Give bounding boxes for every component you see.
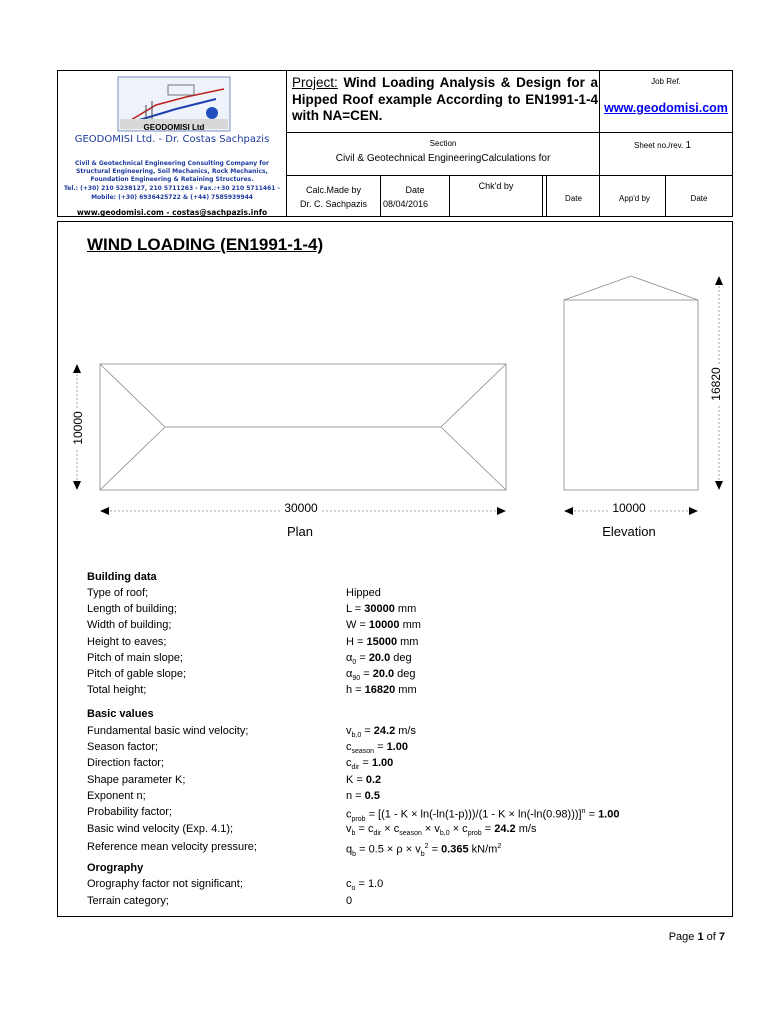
- chkd-label: Chk'd by: [478, 181, 514, 191]
- building-data-row-label: Height to eaves;: [87, 635, 167, 648]
- header-block: [57, 70, 733, 217]
- job-ref-label: Job Ref.: [651, 77, 681, 86]
- basic-values-row-value: K = 0.2: [346, 773, 382, 786]
- building-data-row-value: $\alpha_{90} = 20.0$ deg: [346, 668, 416, 683]
- basic-values-row-value: $c_{season} = 1.00$: [346, 741, 409, 756]
- basic-values-row-label: Fundamental basic wind velocity;: [87, 725, 249, 737]
- vb-val: 24.2: [494, 823, 516, 835]
- company-desc-2: Structural Engineering, Soil Mechanics, Rock Mechanics,: [76, 168, 268, 175]
- building-data-row-label: Length of building;: [87, 603, 177, 616]
- building-data-row-value: L = 30000 mm: [346, 603, 417, 616]
- vb-formula: $v_b = c_{dir} \times c_{season} \times v_{b,0} \times c_{prob} = 24.2$ m/s: [346, 823, 537, 838]
- date2-label: Date: [565, 194, 582, 203]
- page-title: WIND LOADING (EN1991-1-4): [87, 235, 324, 254]
- prob-expr: = [(1 - K × ln(-ln(1-p)))/(1 - K × ln(-ln(0.98)))]: [368, 808, 582, 821]
- orography-row-value: $c_o = 1.0$: [346, 878, 384, 893]
- qb-unit: kN/m: [468, 843, 498, 856]
- company-name: GEODOMISI Ltd. - Dr. Costas Sachpazis: [74, 134, 270, 145]
- orography-row-label: Orography factor not significant;: [87, 878, 243, 890]
- sheet-value: 1: [685, 140, 692, 151]
- company-desc-4: Tel.: (+30) 210 5238127, 210 5711263 - Fax.:+30 210 5711461 -: [63, 185, 281, 192]
- basic-values-row-label: Season factor;: [87, 741, 158, 754]
- building-data-row-label: Pitch of main slope;: [87, 651, 183, 664]
- basic-values-row-label: Direction factor;: [87, 757, 165, 770]
- building-data-row-value: H = 15000 mm: [346, 635, 419, 648]
- prob-exp: n: [581, 808, 586, 815]
- page-num: 1: [697, 931, 704, 943]
- building-data-heading: Building data: [87, 571, 157, 583]
- basic-values-row-label: Exponent n;: [87, 789, 146, 802]
- orography-row-value: 0: [346, 894, 353, 907]
- vb-unit: m/s: [515, 823, 537, 835]
- job-ref-link[interactable]: www.geodomisi.com: [604, 101, 728, 115]
- project-text: Wind Loading Analysis & Design for a Hipped Roof example According to EN1991-1-4 with NA=CEN.: [292, 75, 598, 123]
- building-data-row-label: Total height;: [87, 684, 147, 697]
- date-label: Date: [405, 185, 425, 195]
- building-data-row-value: Hipped: [346, 587, 381, 599]
- page-footer: [669, 931, 725, 943]
- plan-width-dim: 10000: [71, 408, 85, 448]
- section-label: Section: [429, 139, 457, 148]
- page-prefix: Page: [668, 931, 698, 943]
- building-data-row-label: Width of building;: [87, 619, 172, 632]
- project-title: [292, 75, 598, 125]
- appd-label: App'd by: [619, 194, 650, 203]
- orography-heading: Orography: [87, 862, 144, 874]
- basic-values-heading: Basic values: [87, 708, 154, 720]
- orography-row-label: Terrain category;: [87, 894, 169, 907]
- company-desc-5: Mobile: (+30) 6936425722 & (+44) 7585939944: [91, 194, 253, 201]
- building-data-row-label: Pitch of gable slope;: [87, 668, 187, 680]
- building-data-row-value: $\alpha_0 = 20.0$ deg: [346, 651, 412, 666]
- qb-formula: $q_b = 0.5 \times \rho \times v_b^2 = 0.365$ $kN/m^2$: [346, 843, 502, 858]
- company-web: www.geodomisi.com - costas@sachpazis.info: [76, 208, 268, 217]
- page-total: 7: [718, 931, 725, 943]
- plan-label: Plan: [286, 524, 314, 539]
- elev-label: Elevation: [602, 524, 656, 539]
- building-data-row-value: W = 10000 mm: [346, 619, 421, 632]
- calc-made-label: Calc.Made by: [305, 185, 362, 195]
- basic-values-row-value: $c_{dir} = 1.00$: [346, 757, 394, 772]
- plan-length-dim: 30000: [281, 501, 321, 515]
- basic-values-row-value: $v_{b,0} = 24.2$ m/s: [346, 725, 416, 740]
- elev-width-dim: 10000: [609, 501, 649, 515]
- prob-label: Probability factor;: [87, 806, 172, 818]
- vb-label: Basic wind velocity (Exp. 4.1);: [87, 823, 234, 835]
- logo-text: GEODOMISI Ltd: [143, 123, 205, 132]
- building-data-row-value: h = 16820 mm: [346, 684, 417, 697]
- basic-values-row-value: n = 0.5: [346, 789, 380, 802]
- qb-label: Reference mean velocity pressure;: [87, 841, 257, 853]
- sheet-label: Sheet no./rev.: [634, 141, 684, 150]
- sheet-no: [634, 140, 691, 151]
- date-value: 08/04/2016: [383, 199, 429, 209]
- prob-formula: $c_{prob} = [(1 - K \times \ln(-\ln(1-p)))/(1 - K \times \ln(-\ln(0.98)))]^n = 1.00$: [346, 808, 620, 823]
- page-of: of: [703, 931, 719, 943]
- project-label: Project:: [292, 75, 338, 90]
- date3-label: Date: [690, 194, 708, 203]
- basic-values-row-label: Shape parameter K;: [87, 773, 186, 786]
- elev-height-dim: 16820: [709, 364, 723, 404]
- building-data-row-label: Type of roof;: [87, 587, 149, 599]
- prob-val: 1.00: [598, 808, 620, 821]
- company-desc-1: Civil & Geotechnical Engineering Consulting Company for: [74, 160, 270, 167]
- qb-val: 0.365: [441, 843, 469, 856]
- calc-made-value: Dr. C. Sachpazis: [299, 199, 368, 209]
- section-text: Civil & Geotechnical EngineeringCalculations for: [335, 153, 551, 164]
- company-desc-3: Foundation Engineering & Retaining Structures.: [90, 176, 254, 183]
